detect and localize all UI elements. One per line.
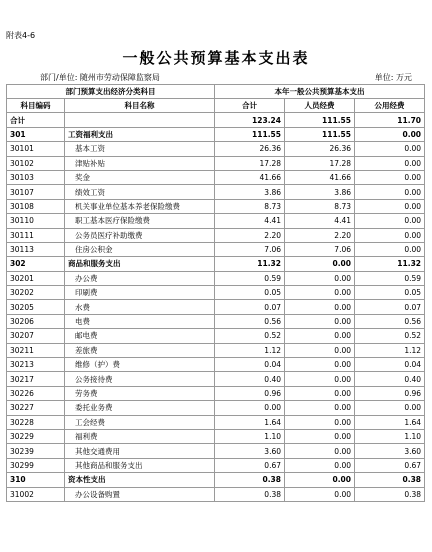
attachment-label: 附表4-6 — [6, 31, 36, 40]
category-row — [7, 257, 425, 271]
row-personnel: 0.00 — [285, 429, 355, 443]
row-name: 邮电费 — [65, 329, 215, 343]
row-personnel: 0.00 — [285, 329, 355, 343]
row-code: 30299 — [7, 458, 65, 472]
row-personnel: 0.00 — [285, 444, 355, 458]
table-row — [7, 458, 425, 472]
header-personnel: 人员经费 — [285, 99, 355, 113]
row-name: 职工基本医疗保险缴费 — [65, 214, 215, 228]
row-code: 302 — [7, 257, 65, 271]
row-name: 津贴补贴 — [65, 156, 215, 170]
row-public: 0.00 — [355, 127, 425, 141]
row-name: 公务接待费 — [65, 372, 215, 386]
total-name-empty — [65, 113, 215, 127]
row-total: 111.55 — [215, 127, 285, 141]
row-code: 30113 — [7, 242, 65, 256]
table-row — [7, 401, 425, 415]
row-personnel: 0.00 — [285, 458, 355, 472]
total-amount: 123.24 — [215, 113, 285, 127]
row-total: 1.10 — [215, 429, 285, 443]
table-row — [7, 343, 425, 357]
row-name: 绩效工资 — [65, 185, 215, 199]
row-code: 30226 — [7, 386, 65, 400]
table-row — [7, 199, 425, 213]
row-personnel: 0.00 — [285, 286, 355, 300]
row-code: 31002 — [7, 487, 65, 501]
row-total: 11.32 — [215, 257, 285, 271]
row-total: 0.04 — [215, 358, 285, 372]
row-code: 30111 — [7, 228, 65, 242]
row-code: 30103 — [7, 170, 65, 184]
row-personnel: 0.00 — [285, 271, 355, 285]
row-code: 30211 — [7, 343, 65, 357]
budget-table — [6, 84, 425, 502]
header-left-group: 部门预算支出经济分类科目 — [7, 85, 215, 99]
row-public: 0.00 — [355, 228, 425, 242]
row-public: 0.05 — [355, 286, 425, 300]
row-name: 委托业务费 — [65, 401, 215, 415]
row-total: 0.07 — [215, 300, 285, 314]
category-row — [7, 127, 425, 141]
row-total: 4.41 — [215, 214, 285, 228]
row-name: 劳务费 — [65, 386, 215, 400]
row-total: 0.40 — [215, 372, 285, 386]
row-public: 0.00 — [355, 401, 425, 415]
table-row — [7, 372, 425, 386]
table-row — [7, 156, 425, 170]
row-public: 0.00 — [355, 170, 425, 184]
row-personnel: 111.55 — [285, 127, 355, 141]
row-code: 30107 — [7, 185, 65, 199]
table-row — [7, 271, 425, 285]
row-personnel: 2.20 — [285, 228, 355, 242]
row-total: 0.00 — [215, 401, 285, 415]
row-total: 1.64 — [215, 415, 285, 429]
row-code: 30108 — [7, 199, 65, 213]
row-public: 0.00 — [355, 214, 425, 228]
row-code: 30101 — [7, 142, 65, 156]
row-code: 30205 — [7, 300, 65, 314]
row-code: 310 — [7, 473, 65, 487]
unit-label: 单位: 万元 — [374, 73, 412, 82]
row-personnel: 0.00 — [285, 386, 355, 400]
row-personnel: 0.00 — [285, 401, 355, 415]
row-personnel: 0.00 — [285, 358, 355, 372]
header-code: 科目编码 — [7, 99, 65, 113]
row-public: 0.52 — [355, 329, 425, 343]
row-total: 3.60 — [215, 444, 285, 458]
header-public: 公用经费 — [355, 99, 425, 113]
row-code: 30202 — [7, 286, 65, 300]
table-row — [7, 329, 425, 343]
row-name: 商品和服务支出 — [65, 257, 215, 271]
row-total: 26.36 — [215, 142, 285, 156]
row-total: 0.96 — [215, 386, 285, 400]
table-row — [7, 142, 425, 156]
row-code: 30110 — [7, 214, 65, 228]
row-public: 0.96 — [355, 386, 425, 400]
table-row — [7, 444, 425, 458]
row-personnel: 0.00 — [285, 415, 355, 429]
row-name: 印刷费 — [65, 286, 215, 300]
row-personnel: 0.00 — [285, 300, 355, 314]
row-total: 0.56 — [215, 314, 285, 328]
row-public: 0.00 — [355, 242, 425, 256]
row-public: 0.38 — [355, 487, 425, 501]
row-public: 0.38 — [355, 473, 425, 487]
row-total: 41.66 — [215, 170, 285, 184]
row-public: 0.07 — [355, 300, 425, 314]
row-name: 奖金 — [65, 170, 215, 184]
row-public: 0.00 — [355, 185, 425, 199]
row-total: 0.05 — [215, 286, 285, 300]
row-public: 1.64 — [355, 415, 425, 429]
table-row — [7, 170, 425, 184]
row-total: 17.28 — [215, 156, 285, 170]
row-personnel: 0.00 — [285, 257, 355, 271]
header-right-group: 本年一般公共预算基本支出 — [215, 85, 425, 99]
row-code: 30201 — [7, 271, 65, 285]
row-code: 30213 — [7, 358, 65, 372]
row-name: 电费 — [65, 314, 215, 328]
row-code: 301 — [7, 127, 65, 141]
table-row — [7, 386, 425, 400]
row-total: 0.59 — [215, 271, 285, 285]
row-personnel: 0.00 — [285, 343, 355, 357]
row-personnel: 41.66 — [285, 170, 355, 184]
row-name: 办公费 — [65, 271, 215, 285]
row-personnel: 7.06 — [285, 242, 355, 256]
header-name: 科目名称 — [65, 99, 215, 113]
row-code: 30228 — [7, 415, 65, 429]
total-public: 11.70 — [355, 113, 425, 127]
row-name: 住房公积金 — [65, 242, 215, 256]
row-name: 福利费 — [65, 429, 215, 443]
row-name: 维修（护）费 — [65, 358, 215, 372]
table-row — [7, 286, 425, 300]
row-public: 0.04 — [355, 358, 425, 372]
row-total: 0.67 — [215, 458, 285, 472]
row-public: 0.67 — [355, 458, 425, 472]
row-public: 11.32 — [355, 257, 425, 271]
header-total: 合计 — [215, 99, 285, 113]
row-public: 1.10 — [355, 429, 425, 443]
row-personnel: 4.41 — [285, 214, 355, 228]
table-row — [7, 228, 425, 242]
row-public: 0.00 — [355, 156, 425, 170]
total-label: 合计 — [7, 113, 65, 127]
row-personnel: 17.28 — [285, 156, 355, 170]
row-code: 30102 — [7, 156, 65, 170]
table-row — [7, 185, 425, 199]
table-row — [7, 487, 425, 501]
row-code: 30206 — [7, 314, 65, 328]
row-personnel: 3.86 — [285, 185, 355, 199]
row-code: 30227 — [7, 401, 65, 415]
table-row — [7, 300, 425, 314]
row-total: 0.52 — [215, 329, 285, 343]
table-row — [7, 415, 425, 429]
row-public: 0.40 — [355, 372, 425, 386]
row-total: 2.20 — [215, 228, 285, 242]
row-personnel: 0.00 — [285, 372, 355, 386]
total-row — [7, 113, 425, 127]
row-name: 资本性支出 — [65, 473, 215, 487]
row-code: 30207 — [7, 329, 65, 343]
row-public: 0.00 — [355, 199, 425, 213]
row-code: 30217 — [7, 372, 65, 386]
table-row — [7, 214, 425, 228]
row-name: 基本工资 — [65, 142, 215, 156]
row-name: 办公设备购置 — [65, 487, 215, 501]
row-public: 0.00 — [355, 142, 425, 156]
row-personnel: 0.00 — [285, 487, 355, 501]
row-code: 30239 — [7, 444, 65, 458]
category-row — [7, 473, 425, 487]
row-personnel: 26.36 — [285, 142, 355, 156]
row-name: 其他商品和服务支出 — [65, 458, 215, 472]
row-name: 公务员医疗补助缴费 — [65, 228, 215, 242]
table-row — [7, 429, 425, 443]
row-public: 0.59 — [355, 271, 425, 285]
row-public: 3.60 — [355, 444, 425, 458]
row-total: 0.38 — [215, 487, 285, 501]
row-name: 水费 — [65, 300, 215, 314]
table-row — [7, 358, 425, 372]
department-label: 部门/单位: 随州市劳动保障监察局 — [40, 73, 160, 82]
row-total: 1.12 — [215, 343, 285, 357]
row-code: 30229 — [7, 429, 65, 443]
row-name: 差旅费 — [65, 343, 215, 357]
total-personnel: 111.55 — [285, 113, 355, 127]
row-personnel: 8.73 — [285, 199, 355, 213]
row-total: 8.73 — [215, 199, 285, 213]
table-row — [7, 242, 425, 256]
row-name: 工会经费 — [65, 415, 215, 429]
row-name: 其他交通费用 — [65, 444, 215, 458]
table-row — [7, 314, 425, 328]
row-personnel: 0.00 — [285, 473, 355, 487]
row-total: 0.38 — [215, 473, 285, 487]
page-title: 一般公共预算基本支出表 — [122, 49, 310, 67]
row-personnel: 0.00 — [285, 314, 355, 328]
row-name: 机关事业单位基本养老保险缴费 — [65, 199, 215, 213]
row-name: 工资福利支出 — [65, 127, 215, 141]
row-total: 3.86 — [215, 185, 285, 199]
row-public: 1.12 — [355, 343, 425, 357]
row-total: 7.06 — [215, 242, 285, 256]
row-public: 0.56 — [355, 314, 425, 328]
